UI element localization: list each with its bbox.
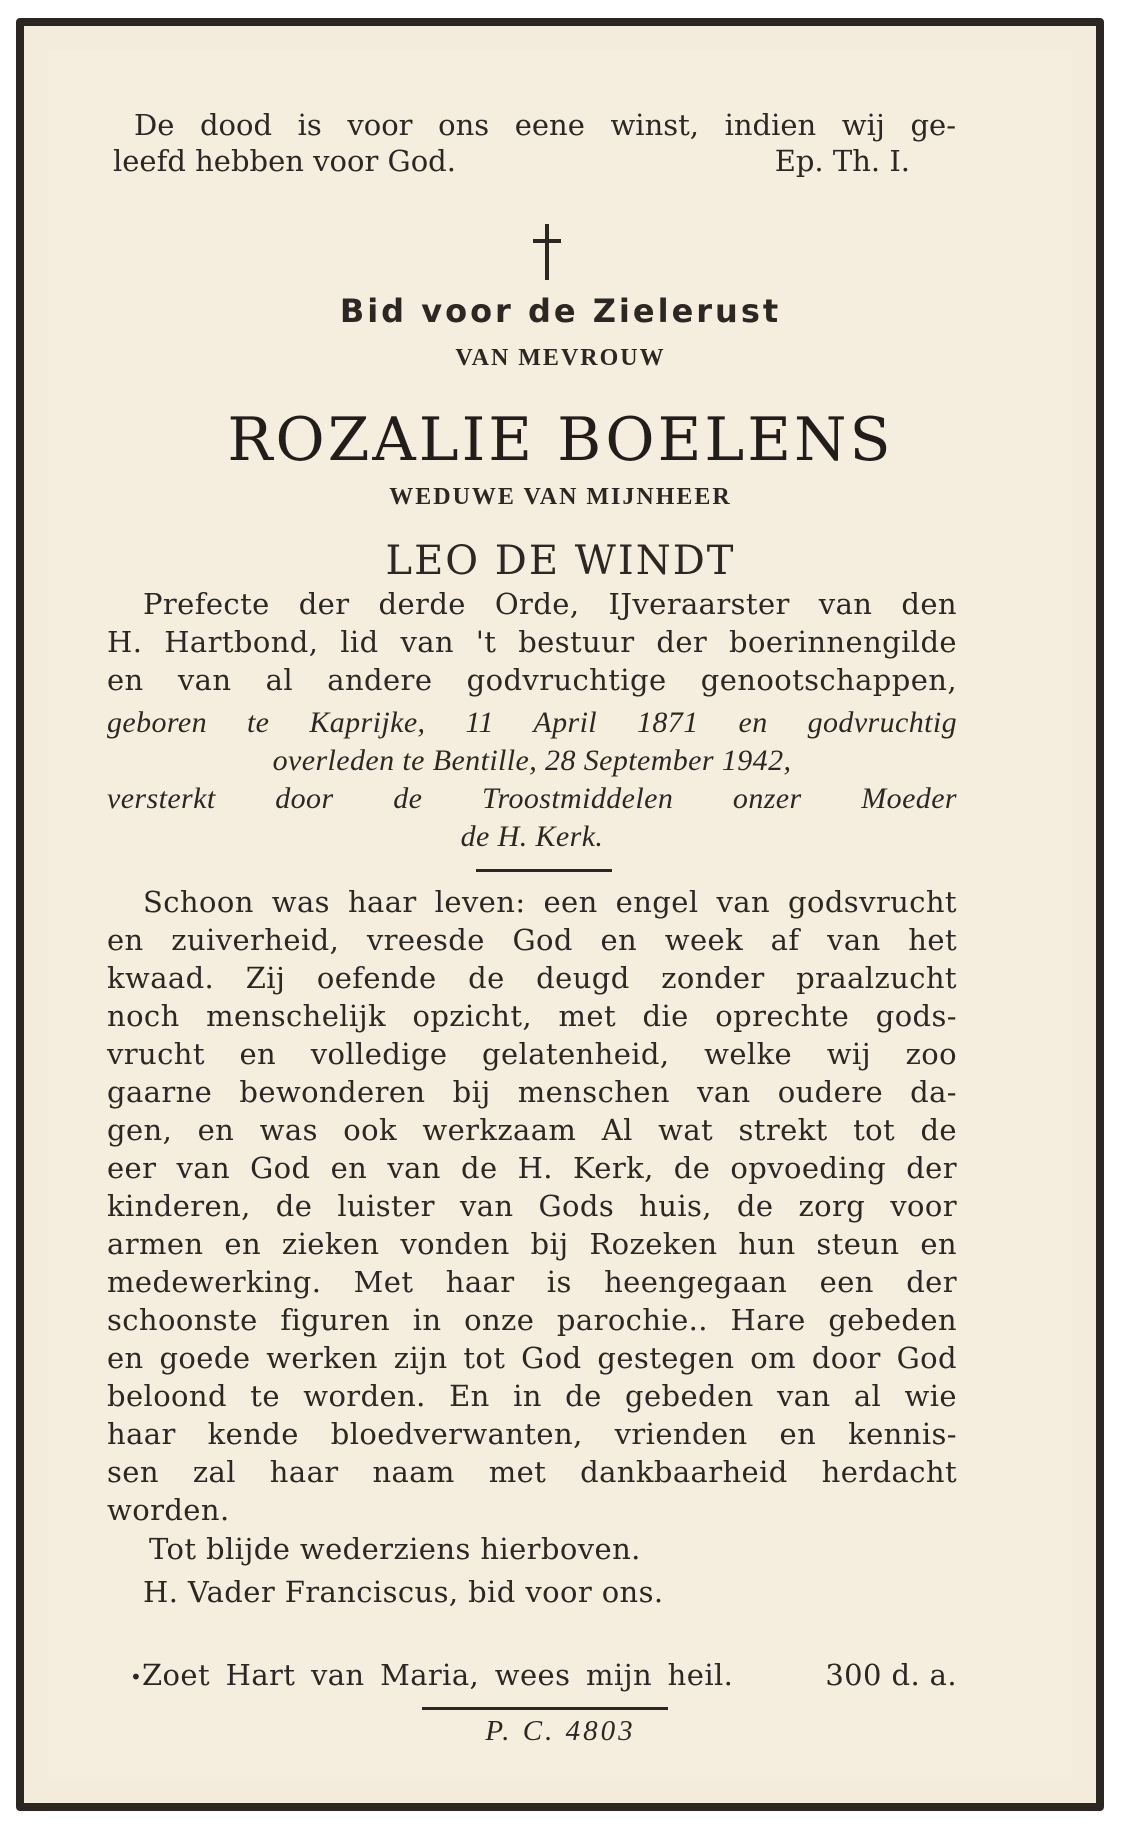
eulogy-line: beloond te worden. En in de gebeden van al wie	[107, 1379, 957, 1413]
eulogy-line: medewerking. Met haar is heengegaan een der	[107, 1265, 957, 1299]
roles-line: H. Hartbond, lid van 't bestuur der boerinnengilde	[107, 625, 957, 659]
prayer-text: Zoet Hart van Maria, wees mijn heil.	[142, 1658, 734, 1692]
eulogy-block	[107, 883, 957, 1529]
eulogy-line: kwaad. Zij oefende de deugd zonder praalzucht	[107, 961, 957, 995]
eulogy-line: worden.	[107, 1493, 230, 1527]
birth-line: geboren te Kaprijke, 11 April 1871 en godvruchtig	[107, 706, 957, 739]
roles-line: Prefecte der derde Orde, IJveraarster van den	[143, 587, 957, 621]
epigraph-reference: Ep. Th. I.	[774, 144, 910, 178]
husband-name: LEO DE WINDT	[385, 538, 736, 584]
death-line: overleden te Bentille, 28 September 1942,	[272, 744, 792, 777]
roles-block	[107, 585, 957, 699]
bullet-mark: •	[130, 1665, 142, 1689]
cross-icon	[527, 222, 567, 282]
life-dates-block	[107, 704, 957, 856]
epigraph-text: leefd hebben voor God.	[113, 144, 456, 178]
eulogy-line: sen zal haar naam met dankbaarheid herdacht	[107, 1455, 957, 1489]
church-line: de H. Kerk.	[460, 820, 604, 853]
closing-block	[107, 1530, 957, 1611]
prayer-heading: Bid voor de Zielerust	[339, 292, 782, 330]
eulogy-line: armen en zieken vonden bij Rozeken hun steun en	[107, 1227, 957, 1261]
eulogy-line: gaarne bewonderen bij menschen van oudere da-	[107, 1075, 957, 1109]
indulgence-text: 300 d. a.	[825, 1658, 957, 1692]
eulogy-line: kinderen, de luister van Gods huis, de zorg voor	[107, 1189, 957, 1223]
closing-line: Tot blijde wederziens hierboven.	[149, 1532, 641, 1566]
eulogy-line: noch menschelijk opzicht, met die oprechte gods-	[107, 999, 957, 1033]
epigraph-line-2	[113, 144, 956, 178]
eulogy-line: vrucht en volledige gelatenheid, welke wij zoo	[107, 1037, 957, 1071]
eulogy-line: gen, en was ook werkzaam Al wat strekt tot de	[107, 1113, 957, 1147]
widow-of-label: WEDUWE VAN MIJNHEER	[389, 484, 732, 510]
eulogy-line: haar kende bloedverwanten, vrienden en kennis-	[107, 1417, 957, 1451]
printer-code: P. C. 4803	[485, 1715, 636, 1747]
eulogy-line: eer van God en van de H. Kerk, de opvoeding der	[107, 1151, 957, 1185]
bottom-rule	[422, 1707, 668, 1710]
sacraments-line: versterkt door de Troostmiddelen onzer Moeder	[107, 782, 957, 815]
eulogy-line: schoonste figuren in onze parochie.. Hare gebeden	[107, 1303, 957, 1337]
eulogy-line: en goede werken zijn tot God gestegen om door God	[107, 1341, 957, 1375]
van-mevrouw-label: VAN MEVROUW	[455, 345, 666, 371]
divider-rule	[476, 869, 612, 872]
roles-line: en van al andere godvruchtige genootschappen,	[107, 663, 957, 697]
epigraph-line-1: De dood is voor ons eene winst, indien wij ge-	[134, 108, 956, 142]
eulogy-line: Schoon was haar leven: een engel van godsvrucht	[143, 885, 957, 919]
prayer-line	[142, 1656, 957, 1694]
closing-line: H. Vader Franciscus, bid voor ons.	[143, 1575, 664, 1609]
eulogy-line: en zuiverheid, vreesde God en week af van het	[107, 923, 957, 957]
deceased-name: ROZALIE BOELENS	[227, 405, 894, 475]
